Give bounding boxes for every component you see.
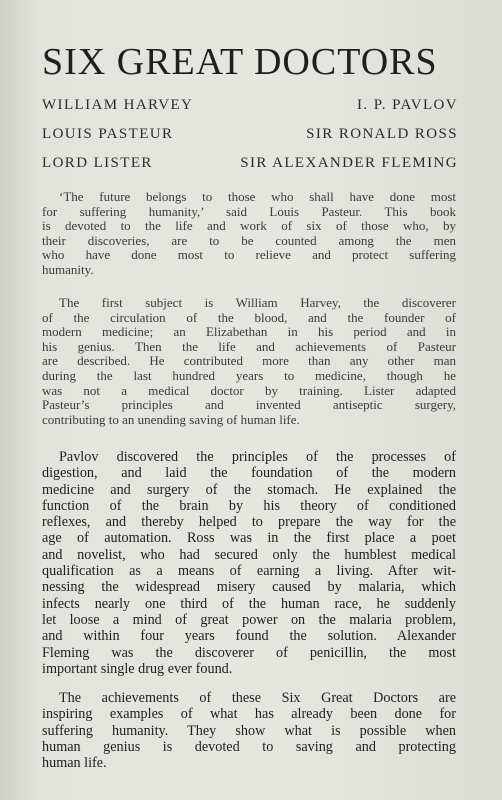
doctor-name-lord-lister: LORD LISTER <box>42 155 153 171</box>
paragraph-line: ‘The future belongs to those who shall have done most <box>59 190 456 204</box>
paragraph-line: for suffering humanity,’ said Louis Pasteur. This book <box>42 204 456 219</box>
paragraph-line: function of the brain by his theory of conditioned <box>42 497 456 514</box>
page-title: SIX GREAT DOCTORS <box>42 41 438 83</box>
paragraph-line: who have done most to relieve and protect suffering <box>42 248 456 263</box>
paragraph-line: modern medicine; an Elizabethan in his period and in <box>42 325 456 340</box>
paragraph-line: medicine and surgery of the stomach. He explained the <box>42 481 456 498</box>
paragraph-line: infects nearly one third of the human race, he suddenly <box>42 595 456 612</box>
paragraph-harvey-pasteur-lister <box>42 296 456 427</box>
paragraph-line: of the circulation of the blood, and the founder of <box>42 310 456 325</box>
paragraph-conclusion <box>42 690 456 771</box>
doctor-name-alexander-fleming: SIR ALEXANDER FLEMING <box>240 155 458 171</box>
paragraph-line: their discoveries, are to be counted among the men <box>42 233 456 248</box>
paragraph-line: Pavlov discovered the principles of the processes of <box>59 449 456 465</box>
paragraph-line: humanity. <box>42 262 94 277</box>
doctor-name-ronald-ross: SIR RONALD ROSS <box>306 126 458 142</box>
paragraph-line: during the last hundred years to medicine, though he <box>42 368 456 383</box>
paragraph-line: was not a medical doctor by training. Lister adapted <box>42 383 456 398</box>
paragraph-line: Pasteur’s principles and invented antiseptic surgery, <box>42 398 456 413</box>
paragraph-line: important single drug ever found. <box>42 660 233 677</box>
paragraph-line: contributing to an unending saving of human life. <box>42 412 300 427</box>
paragraph-line: reflexes, and thereby helped to prepare the way for the <box>42 514 456 531</box>
paragraph-line: human life. <box>42 755 107 772</box>
paragraph-line: digestion, and laid the foundation of the modern <box>42 465 456 482</box>
paragraph-line: age of automation. Ross was in the first place a poet <box>42 530 456 547</box>
doctor-names-list <box>42 95 458 185</box>
paragraph-line: Fleming was the discoverer of penicillin, the most <box>42 644 456 661</box>
doctor-name-pavlov: I. P. PAVLOV <box>357 97 458 113</box>
paragraph-line: suffering humanity. They show what is possible when <box>42 722 456 739</box>
paragraph-line: qualification as a means of earning a living. After wit- <box>42 563 456 580</box>
paragraph-line: is devoted to the life and work of six of those who, by <box>42 219 456 234</box>
paragraph-line: are described. He contributed more than any other man <box>42 354 456 369</box>
paragraph-line: The first subject is William Harvey, the discoverer <box>59 296 456 310</box>
paragraph-line: The achievements of these Six Great Doctors are <box>59 690 456 706</box>
paragraph-line: let loose a mind of great power on the malaria problem, <box>42 611 456 628</box>
doctor-name-william-harvey: WILLIAM HARVEY <box>42 97 194 113</box>
paragraph-line: and within four years found the solution. Alexander <box>42 628 456 645</box>
paragraph-line: nessing the widespread misery caused by malaria, which <box>42 579 456 596</box>
paragraph-line: inspiring examples of what has already been done for <box>42 706 456 723</box>
paragraph-pavlov-ross-fleming <box>42 449 456 677</box>
doctor-name-louis-pasteur: LOUIS PASTEUR <box>42 126 174 142</box>
paragraph-intro <box>42 190 456 278</box>
paragraph-line: and novelist, who had secured only the humblest medical <box>42 546 456 563</box>
paragraph-line: his genius. Then the life and achievements of Pasteur <box>42 339 456 354</box>
paragraph-line: human genius is devoted to saving and protecting <box>42 738 456 755</box>
